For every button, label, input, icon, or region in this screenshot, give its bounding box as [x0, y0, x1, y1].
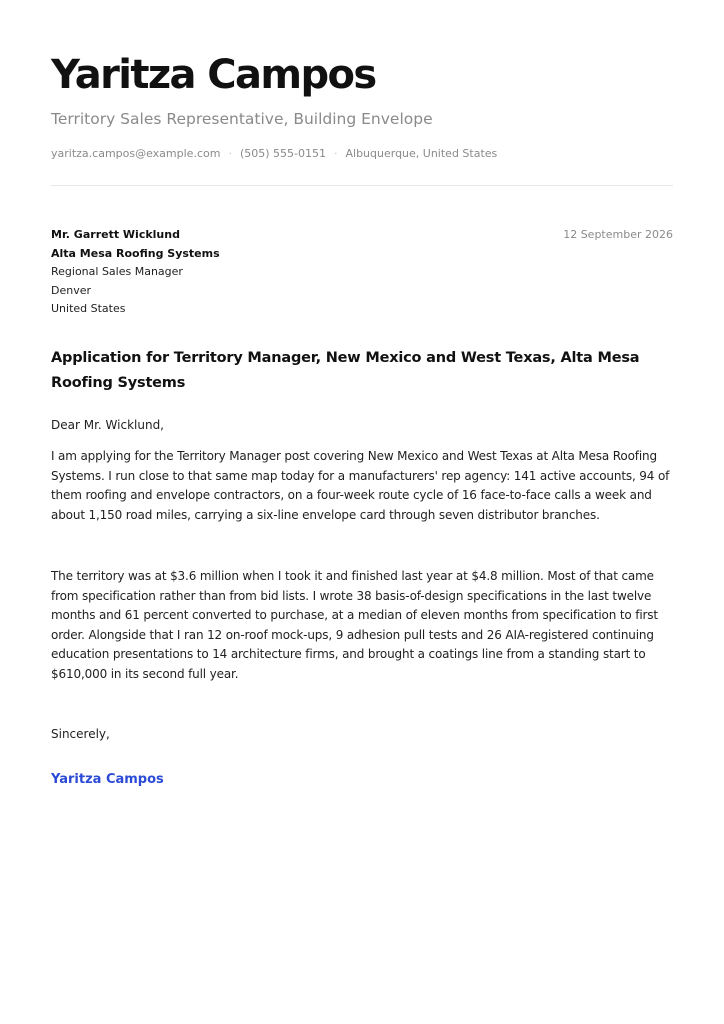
recipient-city: Denver [51, 283, 92, 297]
contact-email: yaritza.campos@example.com [51, 147, 221, 160]
applicant-name: Yaritza Campos [51, 52, 376, 98]
header-divider [51, 185, 673, 186]
letter-subject: Application for Territory Manager, New Mexico and West Texas, Alta Mesa Roofing Systems [51, 350, 640, 391]
contact-phone: (505) 555-0151 [239, 147, 326, 160]
signature: Yaritza Campos [51, 772, 164, 787]
body-paragraph: I am applying for the Territory Manager post covering New Mexico and West Texas at Alta Mesa Roofing Systems. I run close to that same map today for a manufacturers' rep agency: 141 active accounts, 94 of them roofing and envelope contractors, on a four-week route cycle of 16 face-to-face calls a week and about 1,150 road miles, carrying a six-line envelope card through seven distributor branches. [51, 449, 670, 522]
contact-separator: · [228, 147, 232, 160]
body-paragraph: The territory was at $3.6 million when I took it and finished last year at $4.8 million. Most of that came from specification rather than from bid lists. I wrote 38 basis-of-design specifications in the last twelve months and 61 percent converted to purchase, at a median of eleven months from specification to first order. Alongside that I ran 12 on-roof mock-ups, 9 adhesion pull tests and 26 AIA-registered continuing education presentations to 14 architecture firms, and brought a coatings line from a standing start to $610,000 in its second full year. [51, 569, 658, 681]
salutation: Dear Mr. Wicklund, [51, 418, 164, 432]
recipient-name: Mr. Garrett Wicklund [51, 228, 180, 241]
recipient-company: Alta Mesa Roofing Systems [51, 246, 220, 260]
contact-separator: · [333, 147, 338, 160]
contact-location: Albuquerque, United States [345, 147, 498, 160]
recipient-country: United States [51, 302, 126, 315]
applicant-role: Territory Sales Representative, Building Envelope [51, 110, 433, 128]
contact-line [51, 146, 497, 162]
recipient-title: Regional Sales Manager [51, 265, 183, 278]
letter-date: 12 September 2026 [563, 228, 673, 241]
closing: Sincerely, [51, 727, 110, 741]
recipient-block [51, 226, 220, 319]
